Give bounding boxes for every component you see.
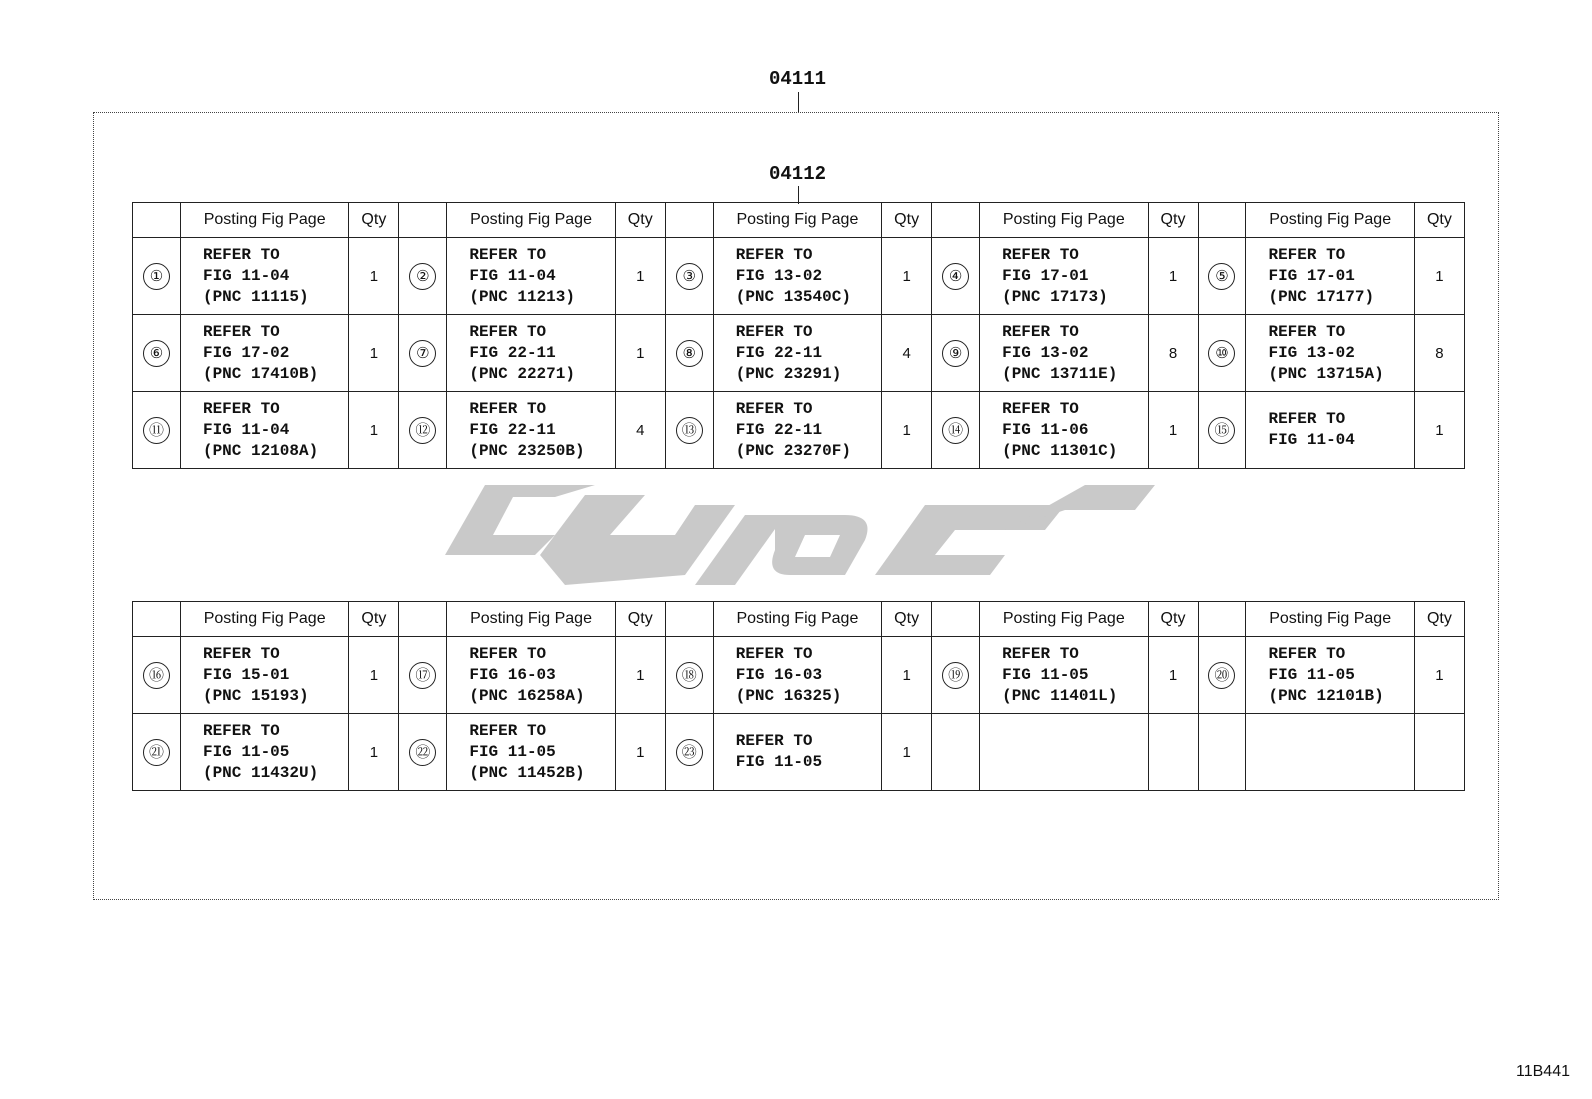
qty-cell: 8 <box>1414 315 1464 392</box>
figure-code: 11B441 <box>1516 1063 1570 1080</box>
qty-cell: 1 <box>349 714 399 791</box>
reference-line: REFER TO <box>202 322 280 341</box>
item-number-cell <box>932 238 980 315</box>
item-callout-number: ⑰ <box>409 662 436 689</box>
qty-cell: 1 <box>1148 392 1198 469</box>
reference-line: (PNC 11452B) <box>469 763 585 782</box>
qty-cell: 8 <box>1148 315 1198 392</box>
qty-cell: 1 <box>1414 238 1464 315</box>
reference-line: FIG 11-04 <box>202 420 290 439</box>
reference-line: FIG 11-04 <box>202 266 290 285</box>
parts-table-top <box>132 202 1465 469</box>
qty-cell: 1 <box>615 315 665 392</box>
posting-fig-page-cell <box>980 238 1148 315</box>
item-callout-number: ⑮ <box>1208 417 1235 444</box>
item-callout-number: ⑩ <box>1208 340 1235 367</box>
qty-cell: 1 <box>615 637 665 714</box>
posting-fig-page-cell <box>447 392 615 469</box>
item-callout-number: ⑯ <box>143 662 170 689</box>
item-callout-number: ㉒ <box>409 739 436 766</box>
header-posting-fig-page: Posting Fig Page <box>980 203 1148 238</box>
posting-fig-page-cell <box>180 714 348 791</box>
qty-cell: 1 <box>1148 637 1198 714</box>
reference-line: REFER TO <box>735 732 813 750</box>
item-callout-number: ⑪ <box>143 417 170 444</box>
item-number-cell <box>665 315 713 392</box>
posting-fig-page-cell <box>1246 637 1414 714</box>
table-row <box>133 238 1465 315</box>
item-number-cell <box>1198 714 1246 791</box>
qty-cell: 1 <box>882 637 932 714</box>
item-number-cell <box>1198 392 1246 469</box>
reference-line: FIG 17-01 <box>1002 266 1089 285</box>
header-posting-fig-page: Posting Fig Page <box>713 203 881 238</box>
header-posting-fig-page: Posting Fig Page <box>447 203 615 238</box>
reference-line: (PNC 22271) <box>469 364 575 383</box>
reference-line: FIG 11-05 <box>735 753 823 771</box>
reference-line: REFER TO <box>1268 644 1346 663</box>
item-number-cell <box>1198 238 1246 315</box>
posting-fig-page-cell <box>180 315 348 392</box>
qty-cell: 1 <box>1414 637 1464 714</box>
reference-line: (PNC 23250B) <box>469 441 585 460</box>
reference-line: REFER TO <box>1002 399 1079 418</box>
reference-line: (PNC 17177) <box>1268 287 1375 306</box>
reference-line: FIG 22-11 <box>735 420 823 439</box>
qty-cell: 4 <box>882 315 932 392</box>
header-num-cell <box>1198 203 1246 238</box>
reference-line: FIG 13-02 <box>1268 343 1355 362</box>
reference-line: (PNC 11432U) <box>202 763 319 782</box>
header-qty: Qty <box>1414 203 1464 238</box>
reference-line: (PNC 23291) <box>735 364 842 383</box>
reference-line: REFER TO <box>469 399 547 418</box>
reference-line: REFER TO <box>202 644 280 663</box>
parts-table-bottom <box>132 601 1465 791</box>
header-posting-fig-page: Posting Fig Page <box>713 602 881 637</box>
item-callout-number: ⑲ <box>942 662 969 689</box>
item-number-cell <box>1198 315 1246 392</box>
reference-line: REFER TO <box>202 721 280 740</box>
posting-fig-page-cell <box>447 315 615 392</box>
posting-fig-page-cell <box>713 238 881 315</box>
item-callout-number: ⑨ <box>942 340 969 367</box>
reference-line: FIG 13-02 <box>735 266 823 285</box>
reference-line: REFER TO <box>1002 644 1079 663</box>
reference-line: (PNC 13540C) <box>735 287 851 306</box>
table-row <box>133 637 1465 714</box>
item-callout-number: ② <box>409 263 436 290</box>
header-posting-fig-page: Posting Fig Page <box>180 602 348 637</box>
header-posting-fig-page: Posting Fig Page <box>980 602 1148 637</box>
item-number-cell <box>932 714 980 791</box>
header-qty: Qty <box>1414 602 1464 637</box>
posting-fig-page-cell <box>447 714 615 791</box>
reference-line: FIG 13-02 <box>1002 343 1089 362</box>
item-number-cell <box>399 238 447 315</box>
posting-fig-page-cell <box>1246 315 1414 392</box>
item-number-cell <box>399 315 447 392</box>
item-number-cell <box>133 637 181 714</box>
header-num-cell <box>133 602 181 637</box>
qty-cell: 1 <box>349 637 399 714</box>
item-callout-number: ③ <box>676 263 703 290</box>
item-callout-number: ⑧ <box>676 340 703 367</box>
reference-line: FIG 11-04 <box>1268 431 1355 449</box>
item-number-cell <box>133 392 181 469</box>
qty-cell <box>1148 714 1198 791</box>
table-row <box>133 315 1465 392</box>
item-callout-number: ㉓ <box>676 739 703 766</box>
item-callout-number: ⑤ <box>1208 263 1235 290</box>
item-number-cell <box>133 315 181 392</box>
posting-fig-page-cell <box>980 637 1148 714</box>
reference-line: (PNC 17410B) <box>202 364 319 383</box>
posting-fig-page-cell <box>447 238 615 315</box>
posting-fig-page-cell <box>980 392 1148 469</box>
header-qty: Qty <box>1148 602 1198 637</box>
header-num-cell <box>1198 602 1246 637</box>
reference-line: (PNC 11301C) <box>1002 441 1118 460</box>
callout-04112: 04112 <box>769 163 827 185</box>
header-qty: Qty <box>882 602 932 637</box>
item-callout-number: ⑭ <box>942 417 969 444</box>
qty-cell: 1 <box>882 238 932 315</box>
item-callout-number: ⑱ <box>676 662 703 689</box>
reference-line: REFER TO <box>469 644 547 663</box>
posting-fig-page-cell <box>180 238 348 315</box>
watermark-logo <box>445 485 1155 605</box>
callout-leader-line <box>798 92 799 112</box>
header-num-cell <box>665 203 713 238</box>
reference-line: FIG 11-05 <box>1268 665 1355 684</box>
reference-line: FIG 11-05 <box>202 742 290 761</box>
posting-fig-page-cell <box>713 392 881 469</box>
header-num-cell <box>665 602 713 637</box>
header-posting-fig-page: Posting Fig Page <box>1246 203 1414 238</box>
item-callout-number: ⑬ <box>676 417 703 444</box>
header-posting-fig-page: Posting Fig Page <box>1246 602 1414 637</box>
qty-cell: 1 <box>882 392 932 469</box>
posting-fig-page-cell <box>980 315 1148 392</box>
header-qty: Qty <box>615 602 665 637</box>
reference-line: (PNC 15193) <box>202 686 309 705</box>
qty-cell: 1 <box>615 238 665 315</box>
qty-cell: 1 <box>349 315 399 392</box>
item-number-cell <box>932 392 980 469</box>
header-qty: Qty <box>882 203 932 238</box>
reference-line: FIG 11-04 <box>469 266 556 285</box>
item-number-cell <box>399 637 447 714</box>
qty-cell: 4 <box>615 392 665 469</box>
reference-line: REFER TO <box>1002 245 1079 264</box>
qty-cell: 1 <box>1414 392 1464 469</box>
item-callout-number: ⑳ <box>1208 662 1235 689</box>
reference-line: (PNC 12108A) <box>202 441 319 460</box>
reference-line: FIG 22-11 <box>469 343 556 362</box>
header-num-cell <box>399 203 447 238</box>
header-num-cell <box>133 203 181 238</box>
reference-line: REFER TO <box>735 322 813 341</box>
reference-line: (PNC 16258A) <box>469 686 585 705</box>
item-number-cell <box>133 238 181 315</box>
table-header-row <box>133 203 1465 238</box>
header-num-cell <box>932 203 980 238</box>
posting-fig-page-cell <box>180 392 348 469</box>
reference-line: REFER TO <box>1268 322 1346 341</box>
table-row <box>133 714 1465 791</box>
header-qty: Qty <box>615 203 665 238</box>
qty-cell: 1 <box>1148 238 1198 315</box>
reference-line: (PNC 12101B) <box>1268 686 1384 705</box>
reference-line: (PNC 23270F) <box>735 441 851 460</box>
reference-line: FIG 15-01 <box>202 665 290 684</box>
reference-line: FIG 17-01 <box>1268 266 1355 285</box>
posting-fig-page-cell <box>713 315 881 392</box>
item-callout-number: ㉑ <box>143 739 170 766</box>
header-qty: Qty <box>1148 203 1198 238</box>
posting-fig-page-cell <box>1246 392 1414 469</box>
item-number-cell <box>665 637 713 714</box>
item-callout-number: ④ <box>942 263 969 290</box>
reference-line: FIG 22-11 <box>469 420 556 439</box>
posting-fig-page-cell <box>713 714 881 791</box>
reference-line: (PNC 11115) <box>202 287 309 306</box>
item-number-cell <box>133 714 181 791</box>
qty-cell: 1 <box>349 238 399 315</box>
qty-cell: 1 <box>615 714 665 791</box>
reference-line: REFER TO <box>735 245 813 264</box>
qty-cell: 1 <box>349 392 399 469</box>
reference-line: (PNC 13715A) <box>1268 364 1384 383</box>
item-number-cell <box>932 637 980 714</box>
header-num-cell <box>399 602 447 637</box>
reference-line: FIG 17-02 <box>202 343 290 362</box>
table-row <box>133 392 1465 469</box>
reference-line: (PNC 11213) <box>469 287 575 306</box>
posting-fig-page-cell <box>447 637 615 714</box>
posting-fig-page-cell <box>1246 714 1414 791</box>
reference-line: (PNC 11401L) <box>1002 686 1118 705</box>
qty-cell: 1 <box>882 714 932 791</box>
reference-line: REFER TO <box>1268 245 1346 264</box>
item-callout-number: ⑫ <box>409 417 436 444</box>
item-number-cell <box>932 315 980 392</box>
reference-line: REFER TO <box>469 245 547 264</box>
qty-cell <box>1414 714 1464 791</box>
item-callout-number: ⑥ <box>143 340 170 367</box>
header-posting-fig-page: Posting Fig Page <box>447 602 615 637</box>
reference-line: REFER TO <box>469 322 547 341</box>
item-number-cell <box>665 714 713 791</box>
callout-04111: 04111 <box>769 68 827 90</box>
reference-line: FIG 16-03 <box>469 665 556 684</box>
reference-line: FIG 11-05 <box>1002 665 1089 684</box>
reference-line: REFER TO <box>202 399 280 418</box>
posting-fig-page-cell <box>1246 238 1414 315</box>
reference-line: (PNC 13711E) <box>1002 364 1118 383</box>
reference-line: FIG 16-03 <box>735 665 823 684</box>
item-number-cell <box>399 392 447 469</box>
reference-line: FIG 22-11 <box>735 343 823 362</box>
header-num-cell <box>932 602 980 637</box>
item-number-cell <box>1198 637 1246 714</box>
item-callout-number: ① <box>143 263 170 290</box>
reference-line: REFER TO <box>735 399 813 418</box>
reference-line: REFER TO <box>469 721 547 740</box>
table-header-row <box>133 602 1465 637</box>
reference-line: REFER TO <box>1002 322 1079 341</box>
reference-line: (PNC 17173) <box>1002 287 1108 306</box>
posting-fig-page-cell <box>180 637 348 714</box>
item-number-cell <box>665 392 713 469</box>
reference-line: FIG 11-05 <box>469 742 556 761</box>
item-number-cell <box>399 714 447 791</box>
item-number-cell <box>665 238 713 315</box>
item-callout-number: ⑦ <box>409 340 436 367</box>
reference-line: REFER TO <box>202 245 280 264</box>
posting-fig-page-cell <box>713 637 881 714</box>
header-qty: Qty <box>349 203 399 238</box>
reference-line: FIG 11-06 <box>1002 420 1089 439</box>
header-posting-fig-page: Posting Fig Page <box>180 203 348 238</box>
reference-line: REFER TO <box>735 644 813 663</box>
posting-fig-page-cell <box>980 714 1148 791</box>
header-qty: Qty <box>349 602 399 637</box>
reference-line: (PNC 16325) <box>735 686 842 705</box>
reference-line: REFER TO <box>1268 410 1346 428</box>
